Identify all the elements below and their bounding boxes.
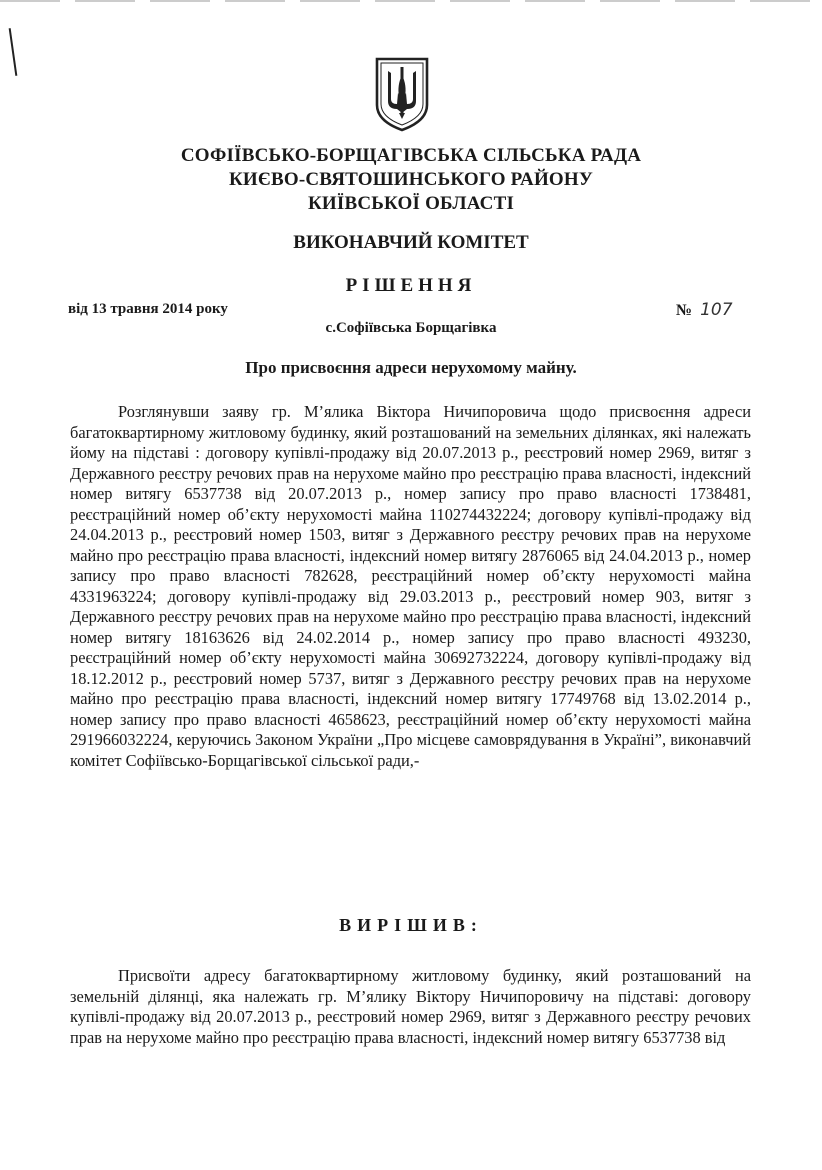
- council-line-2: КИЄВО-СВЯТОШИНСЬКОГО РАЙОНУ: [228, 169, 594, 190]
- decision-date: від 13 травня 2014 року: [68, 301, 228, 317]
- scan-edge: [0, 0, 822, 2]
- decision-number: [676, 300, 733, 320]
- resolution-paragraph: Присвоїти адресу багатоквартирному житловому будинку, який розташований на земельній ділянці, яка належать гр. М’ялику Віктору Ничипоровичу на підставі: договору купівлі-продажу від 20.07.2013 р., реєстровий номер 2969, витяг з Державного реєстру речових прав на нерухоме майно про реєстрацію права власності, індексний номер витягу 6537738 від: [70, 966, 751, 1047]
- resolved-heading: ВИРІШИВ:: [339, 915, 483, 935]
- tryzub-coat-of-arms-icon: [373, 55, 431, 133]
- number-value-handwritten: 107: [700, 300, 733, 320]
- number-label: №: [676, 302, 693, 319]
- decision-title: РІШЕННЯ: [345, 275, 477, 296]
- scan-artifact-mark: [9, 28, 18, 76]
- village-name: с.Софіївська Борщагівка: [325, 320, 497, 336]
- preamble-paragraph: Розглянувши заяву гр. М’ялика Віктора Ничипоровича щодо присвоєння адреси багатоквартирному житловому будинку, який розташований на земельних ділянках, які належать йому на підставі : договору купівлі-продажу від 20.07.2013 р., реєстровий номер 2969, витяг з Державного реєстру речових прав на нерухоме майно про реєстрацію права власності, індексний номер витягу 6537738 від 20.07.2013 р., номер запису про право власності 1738481, реєстраційний номер об’єкту нерухомості майна 110274432224; договору купівлі-продажу від 24.04.2013 р., реєстровий номер 1503, витяг з Державного реєстру речових прав на нерухоме майно про реєстрацію права власності, індексний номер витягу 2876065 від 24.04.2013 р., номер запису про право власності 782628, реєстраційний номер об’єкту нерухомості майна 4331963224; договору купівлі-продажу від 29.03.2013 р., реєстровий номер 903, витяг з Державного реєстру речових прав на нерухоме майно про реєстрацію права власності, індексний номер витягу 18163626 від 24.02.2014 р., номер запису про право власності 493230, реєстраційний номер об’єкту нерухомості майна 30692732224, договору купівлі-продажу від 18.12.2012 р., реєстровий номер 5737, витяг з Державного реєстру речових прав на нерухоме майно про реєстрацію права власності, індексний номер витягу 17749768 від 13.02.2014 р., номер запису про право власності 4658623, реєстраційний номер об’єкту нерухомості майна 291966032224, керуючись Законом України „Про місцеве самоврядування в Україні”, виконавчий комітет Софіївсько-Борщагівської сільської ради,-: [70, 402, 751, 770]
- committee-title: ВИКОНАВЧИЙ КОМІТЕТ: [293, 232, 529, 253]
- council-name: [0, 144, 822, 216]
- council-line-1: СОФІЇВСЬКО-БОРЩАГІВСЬКА СІЛЬСЬКА РАДА: [180, 145, 642, 166]
- decision-subject: Про присвоєння адреси нерухомому майну.: [245, 358, 577, 377]
- council-line-3: КИЇВСЬКОЇ ОБЛАСТІ: [307, 193, 515, 214]
